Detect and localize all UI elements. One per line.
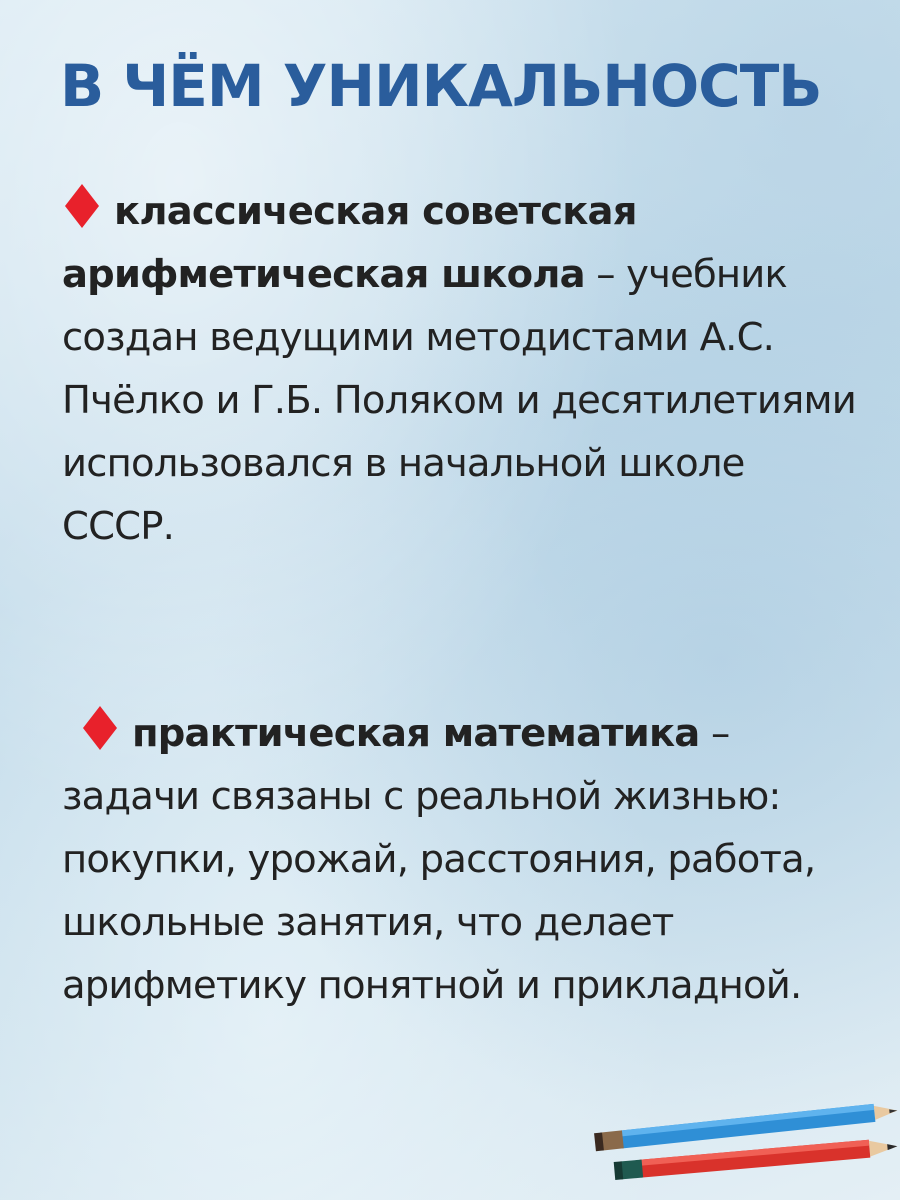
feature-item-2	[62, 702, 862, 1017]
red-diamond-icon	[62, 182, 102, 230]
feature-item-1	[62, 180, 862, 558]
feature-description-1: учебник создан ведущими методистами А.С. Пчёлко и Г.Б. Поляком и десятилетиями использовался в начальной школе СССР.	[62, 252, 856, 549]
feature-text-2	[62, 702, 862, 1017]
feature-title-2: практическая математика	[132, 711, 700, 756]
feature-title-1: классическая советская арифметическая школа	[62, 189, 637, 297]
page-title: В ЧЁМ УНИКАЛЬНОСТЬ	[60, 52, 822, 120]
feature-description-2: задачи связаны с реальной жизнью: покупки, урожай, расстояния, работа, школьные занятия, что делает арифметику понятной и прикладной.	[62, 774, 816, 1008]
feature-text-1	[62, 180, 862, 558]
red-diamond-icon	[80, 704, 120, 752]
pencils-icon	[580, 1080, 900, 1190]
feature-dash-2: –	[699, 711, 730, 756]
feature-dash-1: –	[584, 252, 627, 297]
